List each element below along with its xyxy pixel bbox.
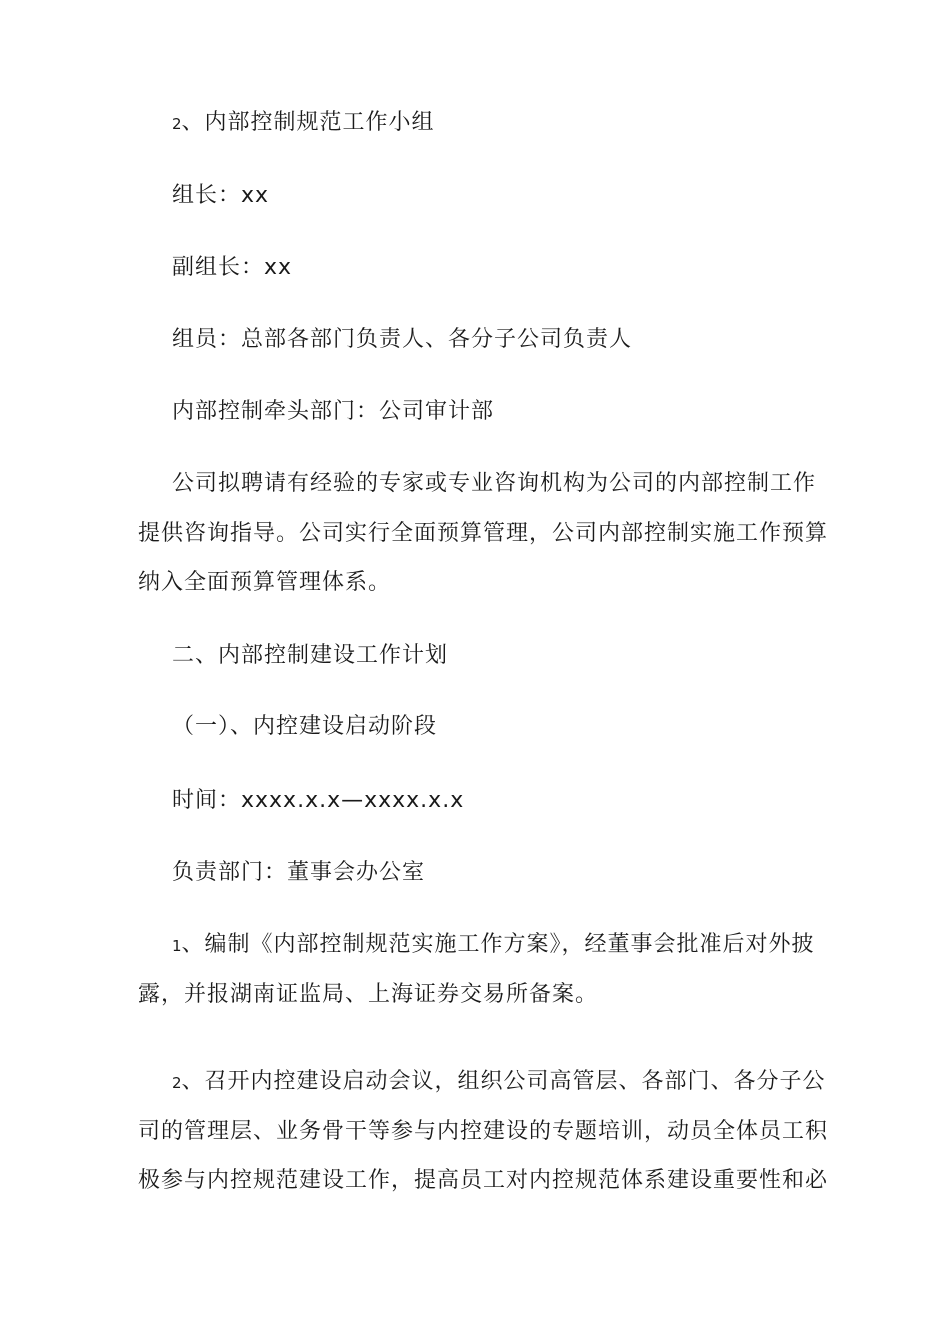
- item-1-number: 1: [172, 937, 182, 955]
- item-2-text-1: 、召开内控建设启动会议，组织公司高管层、各部门、各分子公: [181, 1069, 826, 1094]
- heading-working-group: [172, 108, 435, 139]
- item-1-text-1: 、编制《内部控制规范实施工作方案》，经董事会批准后对外披: [181, 932, 815, 957]
- group-leader-line: 组长：xx: [172, 183, 270, 208]
- item-2-line-1: [172, 1067, 826, 1098]
- lead-department-line: 内部控制牵头部门：公司审计部: [172, 399, 495, 424]
- consulting-paragraph-line-2: 提供咨询指导。公司实行全面预算管理，公司内部控制实施工作预算: [138, 521, 829, 546]
- item-2-number: 2: [172, 1074, 182, 1092]
- deputy-leader-line: 副组长：xx: [172, 255, 293, 280]
- item-2-line-3: 极参与内控规范建设工作，提高员工对内控规范体系建设重要性和必: [138, 1168, 829, 1193]
- section-heading-work-plan: 二、内部控制建设工作计划: [172, 643, 449, 668]
- subsection-heading-startup: （一）、内控建设启动阶段: [172, 714, 438, 739]
- responsible-department-line: 负责部门：董事会办公室: [172, 860, 426, 885]
- members-line: 组员：总部各部门负责人、各分子公司负责人: [172, 327, 633, 352]
- item-1-line-2: 露，并报湖南证监局、上海证券交易所备案。: [138, 982, 599, 1007]
- consulting-paragraph-line-3: 纳入全面预算管理体系。: [138, 570, 392, 595]
- heading-text: 、内部控制规范工作小组: [181, 110, 435, 135]
- time-range-line: 时间：xxxx.x.x—xxxx.x.x: [172, 788, 465, 813]
- item-1-line-1: [172, 930, 815, 961]
- heading-number: 2: [172, 115, 182, 133]
- consulting-paragraph-line-1: 公司拟聘请有经验的专家或专业咨询机构为公司的内部控制工作: [172, 471, 817, 496]
- item-2-line-2: 司的管理层、业务骨干等参与内控建设的专题培训，动员全体员工积: [138, 1119, 829, 1144]
